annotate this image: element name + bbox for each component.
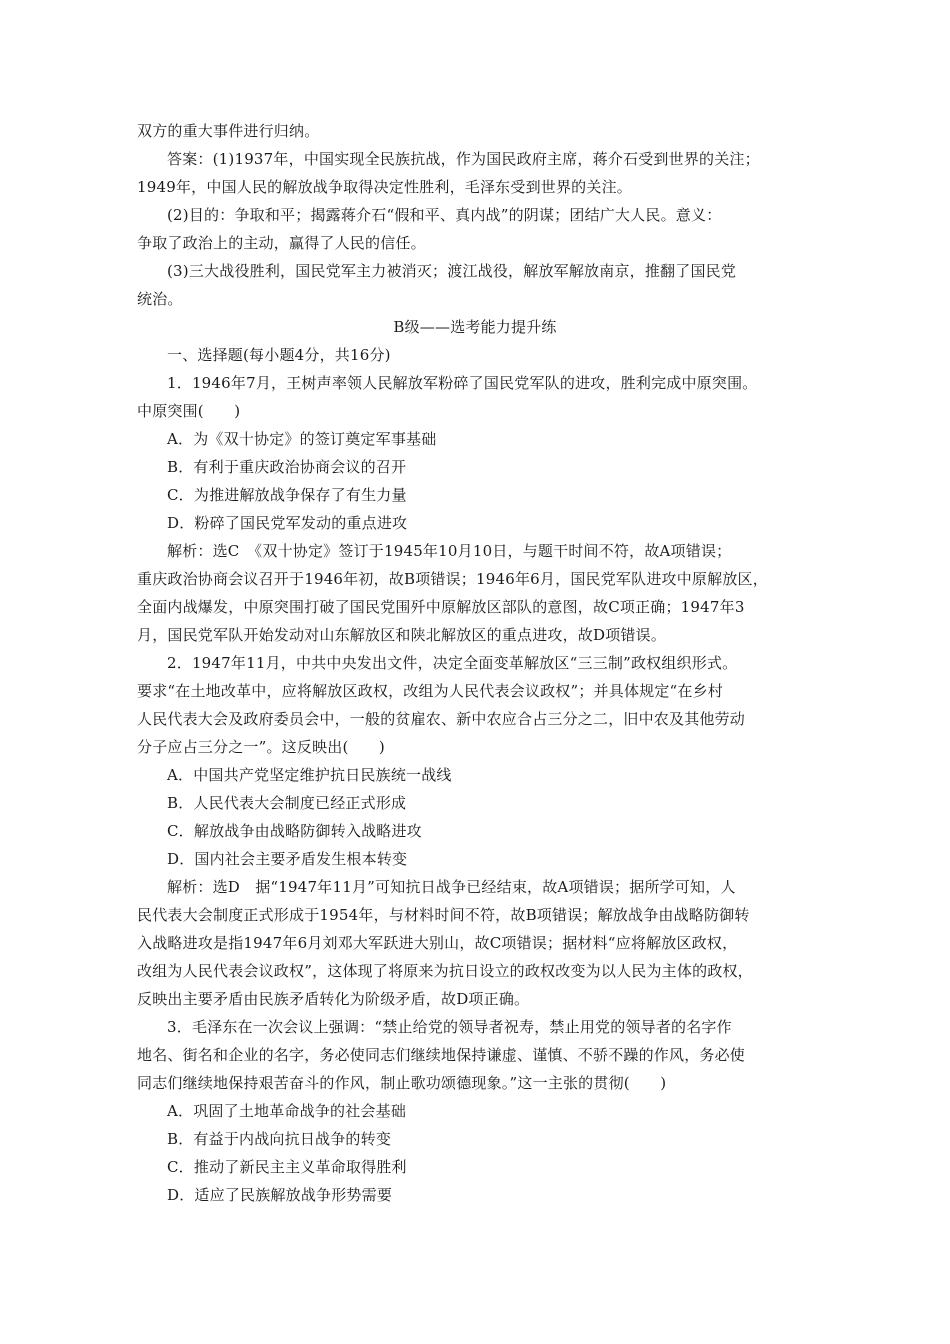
- text-line: D．国内社会主要矛盾发生根本转变: [167, 850, 408, 868]
- text-line: 3．毛泽东在一次会议上强调：“禁止给党的领导者祝寿，禁止用党的领导者的名字作: [167, 1018, 732, 1036]
- section-heading: B级——选考能力提升练: [393, 318, 557, 336]
- text-line: 一、选择题(每小题4分，共16分): [167, 346, 391, 364]
- text-line: C．为推进解放战争保存了有生力量: [167, 486, 407, 504]
- text-line: 人民代表大会及政府委员会中，一般的贫雇农、新中农应合占三分之二，旧中农及其他劳动: [137, 710, 746, 728]
- text-line: 双方的重大事件进行归纳。: [137, 122, 320, 140]
- text-line: 分子应占三分之一”。这反映出( ): [137, 738, 385, 756]
- text-line: 重庆政治协商会议召开于1946年初，故B项错误；1946年6月，国民党军队进攻中原解放区，: [137, 570, 768, 588]
- text-line: 月，国民党军队开始发动对山东解放区和陕北解放区的重点进攻，故D项错误。: [137, 626, 667, 644]
- text-line: 全面内战爆发，中原突围打破了国民党围歼中原解放区部队的意图，故C项正确；1947年3: [137, 598, 745, 616]
- text-line: 民代表大会制度正式形成于1954年，与材料时间不符，故B项错误；解放战争由战略防御转: [137, 906, 750, 924]
- text-line: 同志们继续地保持艰苦奋斗的作风，制止歌功颂德现象。”这一主张的贯彻( ): [137, 1074, 667, 1092]
- document-page: [137, 117, 813, 1209]
- text-line: A．巩固了土地革命战争的社会基础: [167, 1102, 407, 1120]
- text-line: B．有益于内战向抗日战争的转变: [167, 1130, 392, 1148]
- text-line: 解析：选C 《双十协定》签订于1945年10月10日，与题干时间不符，故A项错误；: [167, 542, 732, 560]
- text-line: 反映出主要矛盾由民族矛盾转化为阶级矛盾，故D项正确。: [137, 990, 530, 1008]
- text-line: (3)三大战役胜利，国民党军主力被消灭；渡江战役，解放军解放南京，推翻了国民党: [167, 262, 737, 280]
- text-line: A．中国共产党坚定维护抗日民族统一战线: [167, 766, 452, 784]
- text-line: 解析：选D 据“1947年11月”可知抗日战争已经结束，故A项错误；据所学可知，人: [167, 878, 736, 896]
- text-line: (2)目的：争取和平；揭露蒋介石“假和平、真内战”的阴谋；团结广大人民。意义：: [167, 206, 722, 224]
- text-line: 争取了政治上的主动，赢得了人民的信任。: [137, 234, 426, 252]
- text-line: 1．1946年7月，王树声率领人民解放军粉碎了国民党军队的进攻，胜利完成中原突围。: [167, 374, 758, 392]
- text-line: C．推动了新民主主义革命取得胜利: [167, 1158, 407, 1176]
- text-line: B．人民代表大会制度已经正式形成: [167, 794, 407, 812]
- text-line: B．有利于重庆政治协商会议的召开: [167, 458, 407, 476]
- text-line: D．粉碎了国民党军发动的重点进攻: [167, 514, 408, 532]
- text-line: C．解放战争由战略防御转入战略进攻: [167, 822, 422, 840]
- text-line: 1949年，中国人民的解放战争取得决定性胜利，毛泽东受到世界的关注。: [137, 178, 632, 196]
- text-line: D．适应了民族解放战争形势需要: [167, 1186, 393, 1204]
- text-line: 改组为人民代表会议政权”，这体现了将原来为抗日设立的政权改变为以人民为主体的政权，: [137, 962, 753, 980]
- text-line: 入战略进攻是指1947年6月刘邓大军跃进大别山，故C项错误；据材料“应将解放区政权，: [137, 934, 738, 952]
- text-line: 中原突围( ): [137, 402, 241, 420]
- text-line: A．为《双十协定》的签订奠定军事基础: [167, 430, 437, 448]
- text-line: 2．1947年11月，中共中央发出文件，决定全面变革解放区“三三制”政权组织形式。: [167, 654, 738, 672]
- text-line: 统治。: [137, 290, 183, 308]
- text-line: 答案：(1)1937年，中国实现全民族抗战，作为国民政府主席，蒋介石受到世界的关注；: [167, 150, 760, 168]
- text-line: 要求“在土地改革中，应将解放区政权，改组为人民代表会议政权”；并具体规定“在乡村: [137, 682, 724, 700]
- text-line: 地名、街名和企业的名字，务必使同志们继续地保持谦虚、谨慎、不骄不躁的作风，务必使: [137, 1046, 746, 1064]
